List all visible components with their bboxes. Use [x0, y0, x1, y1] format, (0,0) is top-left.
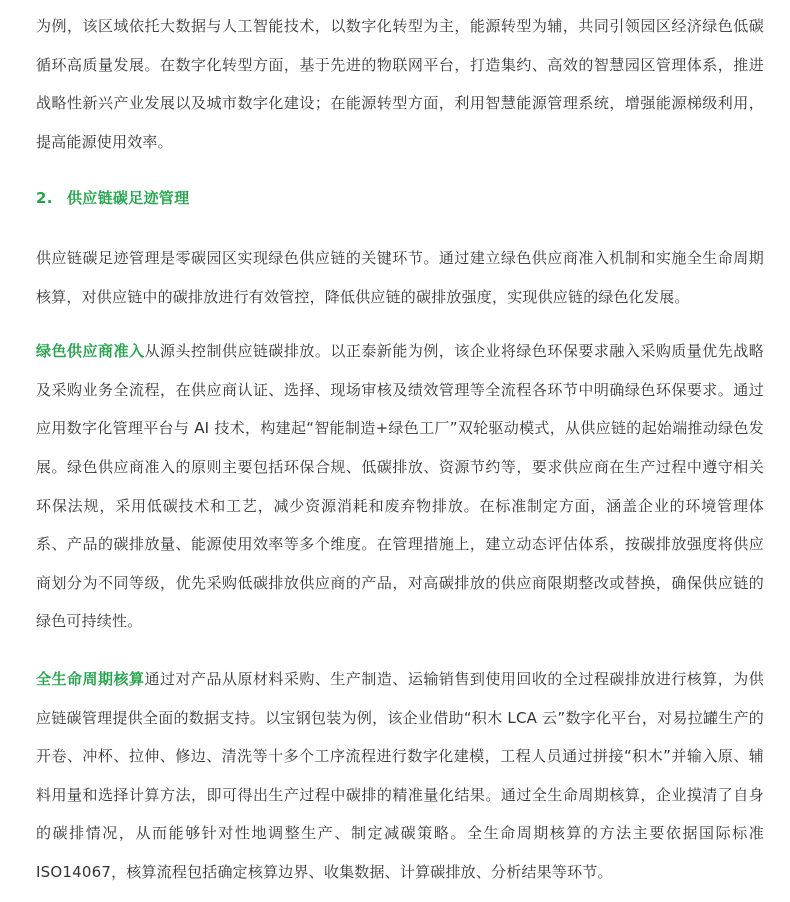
section-heading	[36, 179, 764, 218]
lifecycle-highlight: 全生命周期核算	[36, 669, 145, 688]
lifecycle-text: 通过对产品从原材料采购、生产制造、运输销售到使用回收的全过程碳排放进行核算，为供应链碳管理提供全面的数据支持。以宝钢包装为例，该企业借助“积木 LCA 云”数字化平台，对易拉罐生产的开卷、冲杯、拉伸、修边、清洗等十多个工序流程进行数字化建模，工程人员通过拼接“积木”并输入原、辅料用量和选择计算方法，即可得出生产过程中碳排的精准量化结果。通过全生命周期核算，企业摸清了自身的碳排情况，从而能够针对性地调整生产、制定减碳策略。全生命周期核算的方法主要依据国际标准 ISO14067，核算流程包括确定核算边界、收集数据、计算碳排放、分析结果等环节。	[36, 669, 764, 881]
section-title: 供应链碳足迹管理	[67, 189, 190, 208]
section-number: 2.	[36, 189, 53, 208]
green-supplier-text: 从源头控制供应链碳排放。以正泰新能为例，该企业将绿色环保要求融入采购质量优先战略及采购业务全流程，在供应商认证、选择、现场审核及绩效管理等全流程各环节中明确绿色环保要求。通过应用数字化管理平台与 AI 技术，构建起“智能制造+绿色工厂”双轮驱动模式，从供应链的起始端推动绿色发展。绿色供应商准入的原则主要包括环保合规、低碳排放、资源节约等，要求供应商在生产过程中遵守相关环保法规，采用低碳技术和工艺，减少资源消耗和废弃物排放。在标准制定方面，涵盖企业的环境管理体系、产品的碳排放量、能源使用效率等多个维度。在管理措施上，建立动态评估体系，按碳排放强度将供应商划分为不同等级，优先采购低碳排放供应商的产品，对高碳排放的供应商限期整改或替换，确保供应链的绿色可持续性。	[36, 342, 764, 631]
green-supplier-highlight: 绿色供应商准入	[36, 342, 145, 361]
green-supplier-paragraph	[36, 332, 764, 641]
section-intro-paragraph: 供应链碳足迹管理是零碳园区实现绿色供应链的关键环节。通过建立绿色供应商准入机制和实施全生命周期核算，对供应链中的碳排放进行有效管控，降低供应链的碳排放强度，实现供应链的绿色化发展。	[36, 248, 764, 306]
intro-paragraph: 为例，该区域依托大数据与人工智能技术，以数字化转型为主，能源转型为辅，共同引领园区经济绿色低碳循环高质量发展。在数字化转型方面，基于先进的物联网平台，打造集约、高效的智慧园区管理体系，推进战略性新兴产业发展以及城市数字化建设；在能源转型方面，利用智慧能源管理系统，增强能源梯级利用，提高能源使用效率。	[36, 17, 764, 151]
lifecycle-paragraph	[36, 660, 764, 892]
